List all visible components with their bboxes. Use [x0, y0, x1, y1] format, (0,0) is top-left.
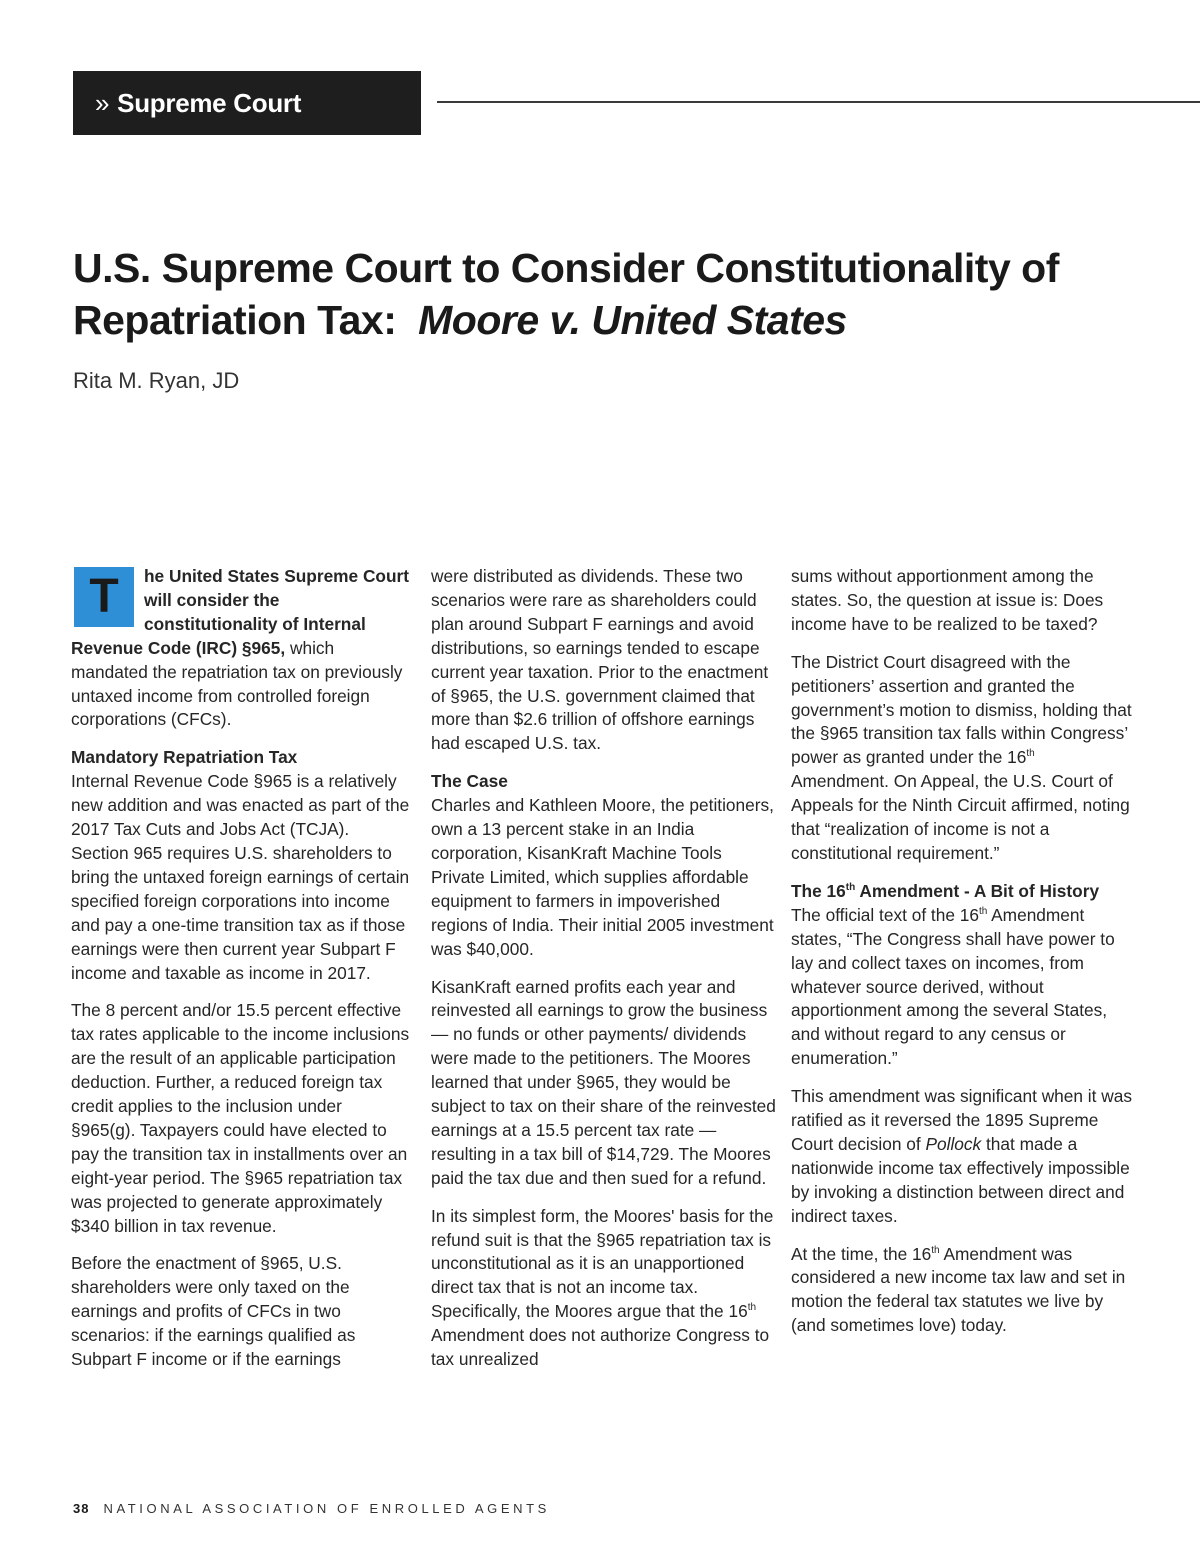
- title-line-1: U.S. Supreme Court to Consider Constitutionality of: [73, 245, 1059, 291]
- superscript: th: [978, 906, 988, 918]
- superscript: th: [845, 882, 856, 894]
- chevron-icon: »: [95, 87, 110, 118]
- section-divider: [437, 101, 1200, 103]
- paragraph: Before the enactment of §965, U.S. shareholders were only taxed on the earnings and profits of CFCs in two scenarios: if the earnings qualified as Subpart F income or if the earnings: [71, 1253, 356, 1370]
- article-title: [73, 242, 1133, 346]
- paragraph-text: Charles and Kathleen Moore, the petitioners, own a 13 percent stake in an India corporation, KisanKraft Machine Tools Private Limited, which supplies affordable equipment to farmers in impoverished regions of India. Their initial 2005 investment was $40,000.: [431, 795, 774, 959]
- title-case-name: Moore v. United States: [418, 297, 847, 343]
- intro-rest: which mandated the repatriation tax on previously untaxed income from controlled foreign corporations (CFCs).: [71, 637, 403, 730]
- page-number: 38: [73, 1501, 90, 1516]
- paragraph-text: The District Court disagreed with the petitioners’ assertion and granted the government’s motion to dismiss, holding that the §965 transition tax falls within Congress’ power as granted under the 16: [791, 651, 1132, 768]
- paragraph-text: Amendment. On Appeal, the U.S. Court of Appeals for the Ninth Circuit affirmed, noting that “realization of income is not a constitutional requirement.”: [791, 771, 1130, 863]
- paragraph-text: Amendment was considered a new income tax law and set in motion the federal tax statutes we live by (and sometimes love) today.: [791, 1243, 1126, 1336]
- subheading: The Case: [431, 771, 508, 792]
- subheading: Mandatory Repatriation Tax: [71, 747, 298, 768]
- superscript: th: [931, 1244, 940, 1256]
- paragraph: [431, 1205, 776, 1372]
- superscript: th: [1026, 748, 1035, 760]
- paragraph: KisanKraft earned profits each year and reinvested all earnings to grow the business — no funds or other payments/ dividends were made to the petitioners. The Moores learned that under §965, they would be subject to tax on their share of the reinvested earnings at a 15.5 percent tax rate — resulting in a tax bill of $14,729. The Moores paid the tax due and then sued for a refund.: [431, 976, 776, 1188]
- subheading-text: Amendment - A Bit of History: [855, 880, 1100, 901]
- paragraph-text: In its simplest form, the Moores' basis for the refund suit is that the §965 repatriation tax is unconstitutional as it is an unapportioned direct tax that is not an income tax. Specifically, the Moores argue that the 16: [431, 1205, 774, 1322]
- paragraph: [791, 880, 1136, 1071]
- paragraph: [791, 1085, 1136, 1228]
- paragraph-text: Internal Revenue Code §965 is a relatively new addition and was enacted as part of the 2017 Tax Cuts and Jobs Act (TCJA). Section 965 requires U.S. shareholders to bring the untaxed foreign earnings of certain specified foreign corporations into income and pay a one-time transition tax as if those earnings were then current year Subpart F income and taxable as income in 2017.: [71, 771, 410, 983]
- paragraph: [71, 746, 411, 985]
- paragraph-text: At the time, the 16: [791, 1243, 932, 1264]
- paragraph-text: This amendment was significant when it was ratified as it reversed the 1895 Supreme Court decision of: [791, 1086, 1132, 1154]
- paragraph-text: Amendment does not authorize Congress to tax unrealized: [431, 1325, 770, 1370]
- section-label: Supreme Court: [117, 87, 302, 118]
- paragraph: [431, 770, 776, 961]
- subheading-text: The 16: [791, 880, 846, 901]
- paragraph: [791, 651, 1136, 866]
- title-line-2: Repatriation Tax:: [73, 297, 419, 343]
- paragraph: The 8 percent and/or 15.5 percent effective tax rates applicable to the income inclusions are the result of an applicable participation deduction. Further, a reduced foreign tax credit applies to the inclusion under §965(g). Taxpayers could have elected to pay the transition tax in installments over an eight-year period. The §965 repatriation tax was projected to generate approximately $340 billion in tax revenue.: [71, 1000, 410, 1236]
- case-name: Pollock: [925, 1133, 982, 1154]
- article-column-2: [431, 565, 776, 1386]
- paragraph: [791, 1243, 1136, 1339]
- paragraph-text: The official text of the 16: [791, 904, 979, 925]
- paragraph-text: Amendment states, “The Congress shall have power to lay and collect taxes on incomes, from whatever source derived, without apportionment among the several States, and without regard to any census or enumeration.”: [791, 904, 1115, 1069]
- author-byline: Rita M. Ryan, JD: [73, 368, 240, 393]
- paragraph-text: that made a nationwide income tax effectively impossible by invoking a distinction between direct and indirect taxes.: [791, 1133, 1130, 1226]
- paragraph: were distributed as dividends. These two scenarios were rare as shareholders could plan around Subpart F earnings and avoid distributions, so earnings tended to escape current year taxation. Prior to the enactment of §965, the U.S. government claimed that more than $2.6 trillion of offshore earnings had escaped U.S. tax.: [431, 566, 769, 754]
- section-header-tab: [73, 71, 421, 135]
- intro-paragraph: [71, 565, 411, 732]
- page-footer: [73, 1501, 550, 1516]
- drop-cap: T: [74, 567, 134, 627]
- publication-name: NATIONAL ASSOCIATION OF ENROLLED AGENTS: [103, 1501, 550, 1516]
- paragraph: sums without apportionment among the states. So, the question at issue is: Does income have to be realized to be taxed?: [791, 566, 1104, 634]
- superscript: th: [747, 1302, 757, 1314]
- article-column-1: [71, 565, 411, 1386]
- article-column-3: [791, 565, 1136, 1352]
- subheading: [791, 880, 1136, 904]
- intro-lead: he United States Supreme Court will consider the constitutionality of Internal Revenue Code (IRC) §965,: [71, 566, 410, 658]
